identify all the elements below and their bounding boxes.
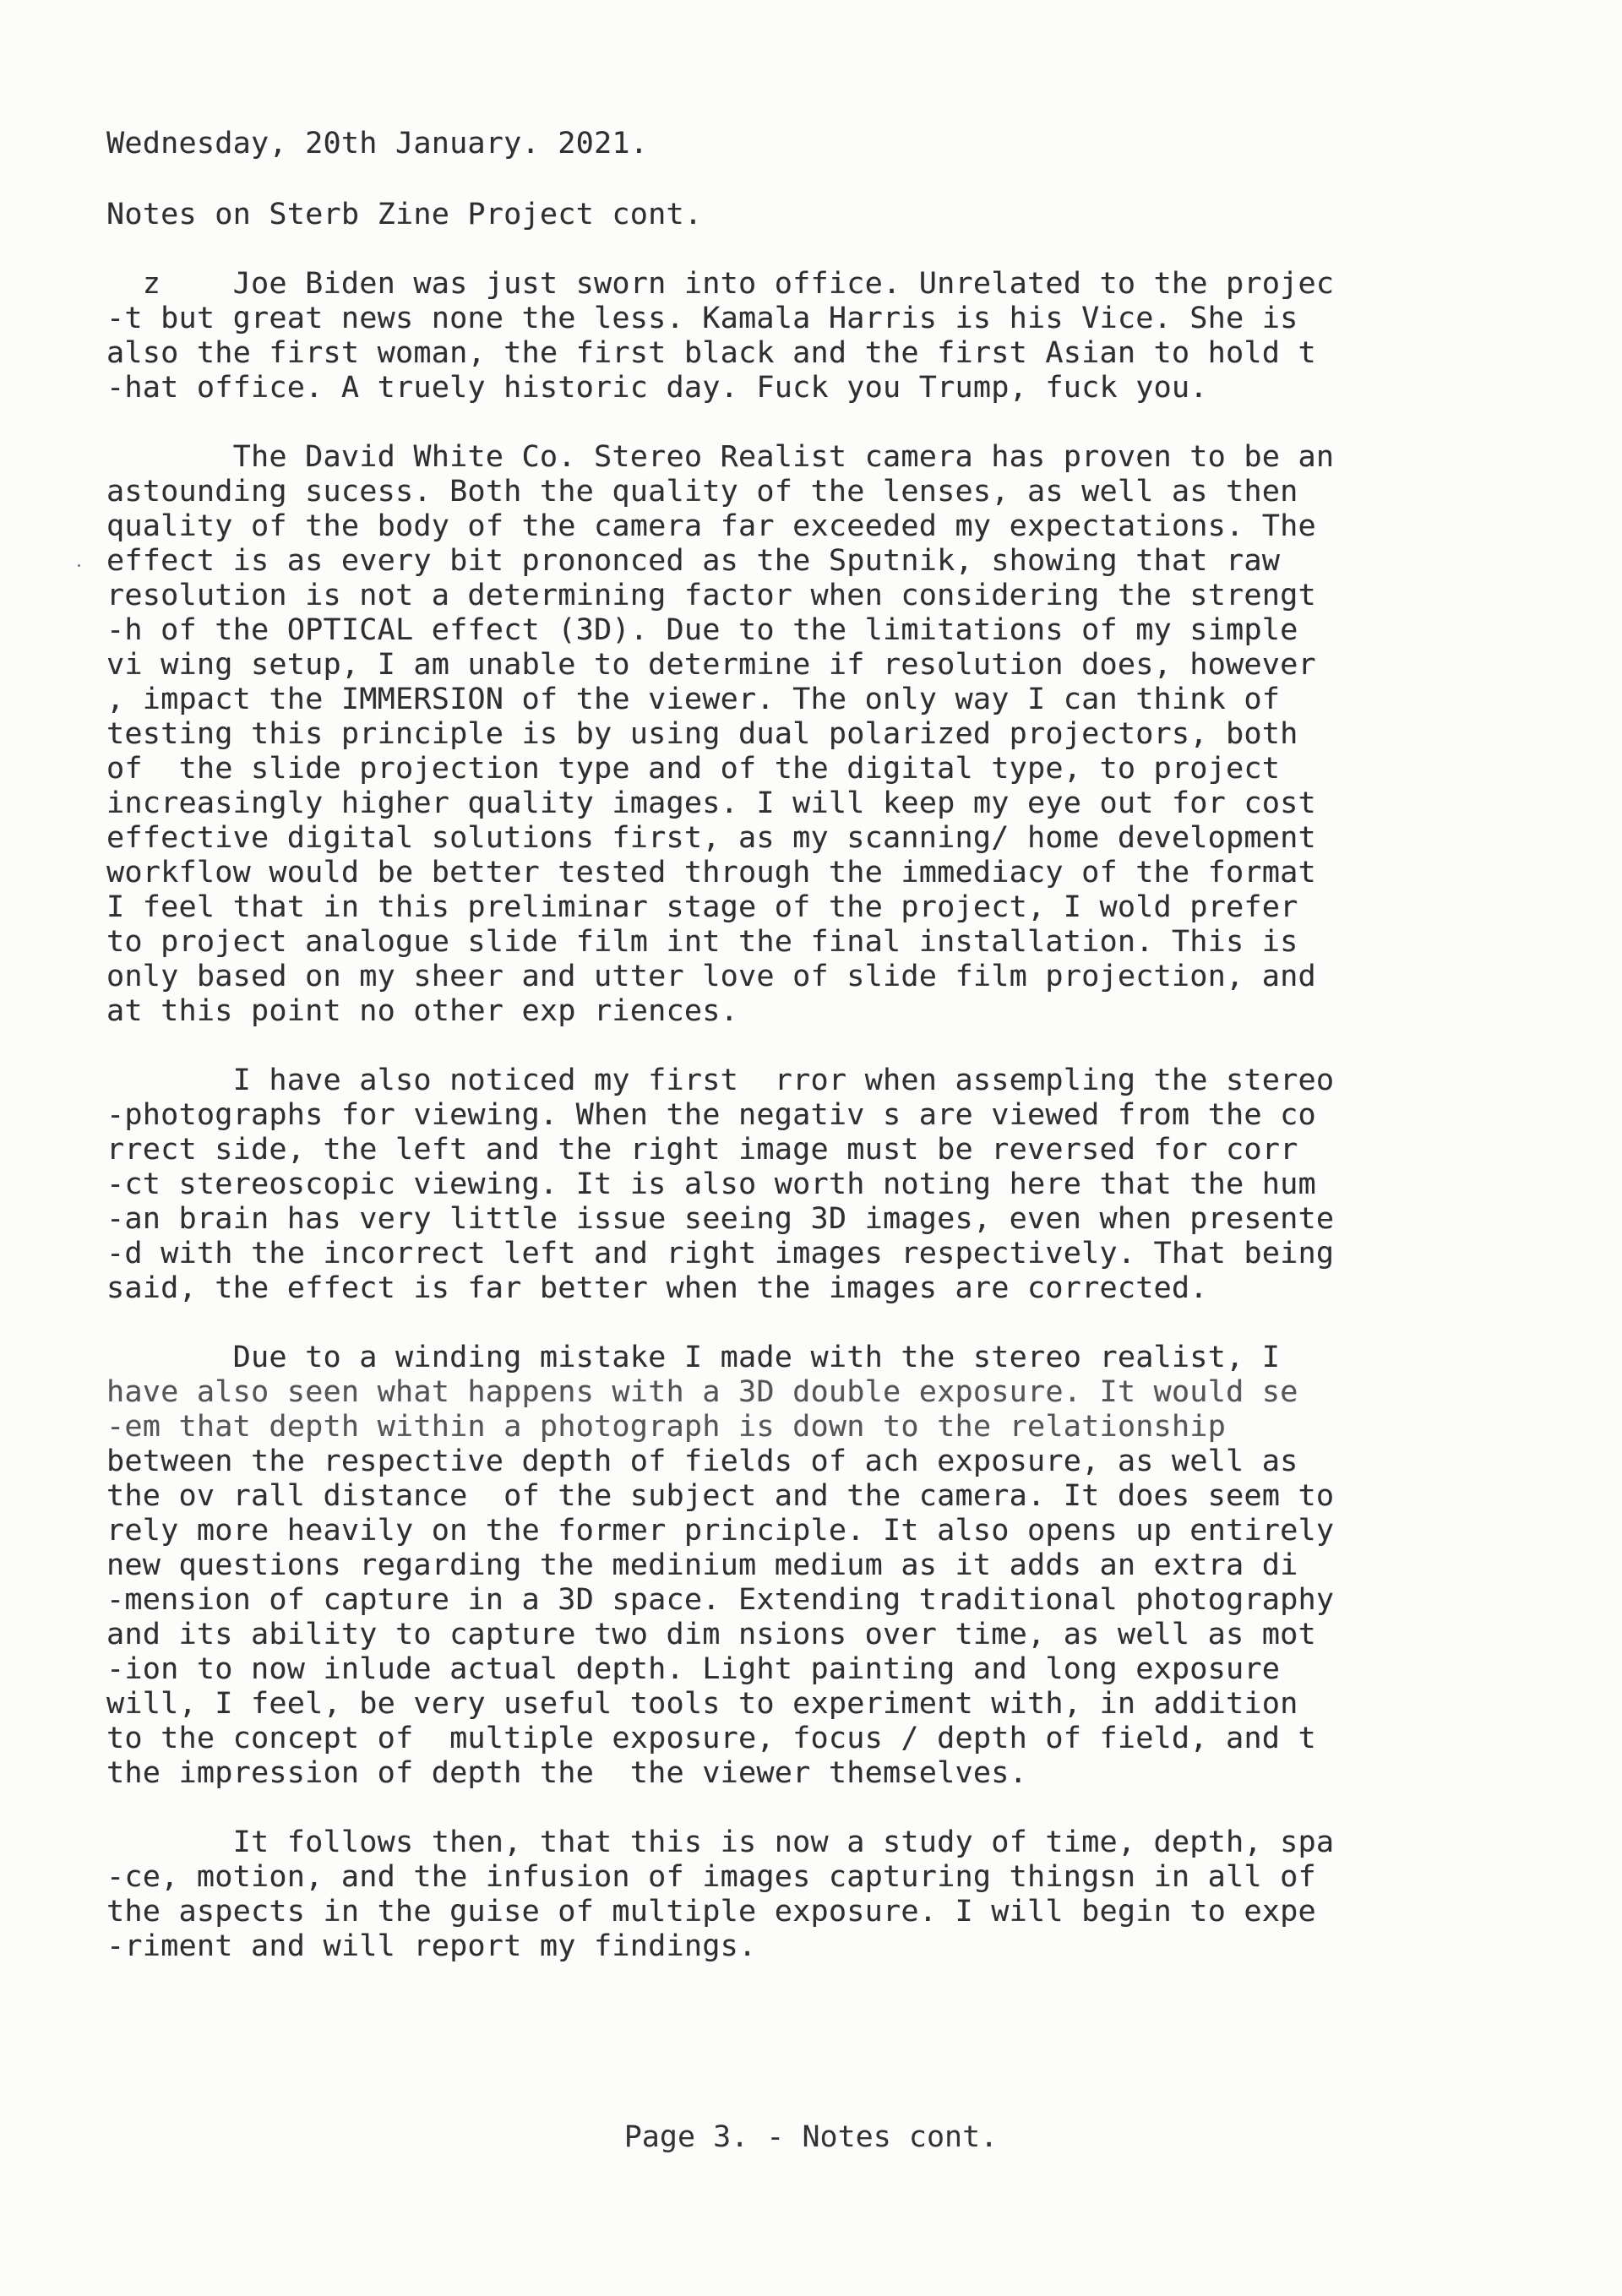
- spacer: [106, 1791, 1534, 1825]
- text-line: will, I feel, be very useful tools to experiment with, in addition: [106, 1687, 1298, 1721]
- page-footer: Page 3. - Notes cont.: [623, 2120, 999, 2154]
- text-line: -mension of capture in a 3D space. Extending traditional photography: [106, 1583, 1335, 1617]
- stray-ink-dot: [78, 564, 80, 567]
- paragraph-2: [106, 440, 1534, 1029]
- spacer: [106, 232, 1534, 267]
- document-body: [106, 127, 1534, 1964]
- text-line: I have also noticed my first rror when assempling the stereo: [106, 1064, 1335, 1097]
- text-line: new questions regarding the medinium medium as it adds an extra di: [106, 1548, 1298, 1582]
- date-line: Wednesday, 20th January. 2021.: [106, 127, 649, 161]
- text-line: -photographs for viewing. When the negativ s are viewed from the co: [106, 1098, 1316, 1132]
- text-line: the aspects in the guise of multiple exposure. I will begin to expe: [106, 1895, 1316, 1929]
- spacer: [106, 405, 1534, 440]
- text-line: The David White Co. Stereo Realist camera has proven to be an: [106, 440, 1335, 474]
- text-line: to project analogue slide film int the final installation. This is: [106, 925, 1298, 959]
- text-line: rely more heavily on the former principle. It also opens up entirely: [106, 1514, 1335, 1548]
- text-line: also the first woman, the first black and the first Asian to hold t: [106, 336, 1316, 370]
- text-line: said, the effect is far better when the images are corrected.: [106, 1271, 1208, 1305]
- spacer: [106, 1029, 1534, 1064]
- text-line: workflow would be better tested through the immediacy of the format: [106, 856, 1316, 890]
- text-line: between the respective depth of fields of ach exposure, as well as: [106, 1445, 1298, 1478]
- text-line: vi wing setup, I am unable to determine if resolution does, however: [106, 648, 1316, 682]
- document-title: Notes on Sterb Zine Project cont.: [106, 198, 703, 231]
- text-line: -an brain has very little issue seeing 3D images, even when presente: [106, 1202, 1335, 1236]
- text-line: , impact the IMMERSION of the viewer. The only way I can think of: [106, 683, 1281, 716]
- text-line: and its ability to capture two dim nsions over time, as well as mot: [106, 1618, 1316, 1651]
- paragraph-5: [106, 1825, 1534, 1964]
- text-line: -riment and will report my findings.: [106, 1929, 757, 1963]
- text-line: -hat office. A truely historic day. Fuck you Trump, fuck you.: [106, 371, 1208, 405]
- text-line: -ion to now inlude actual depth. Light painting and long exposure: [106, 1652, 1281, 1686]
- text-line: of the slide projection type and of the digital type, to project: [106, 752, 1281, 786]
- text-line: rrect side, the left and the right image must be reversed for corr: [106, 1133, 1298, 1167]
- text-line: resolution is not a determining factor when considering the strengt: [106, 579, 1316, 612]
- text-line: astounding sucess. Both the quality of the lenses, as well as then: [106, 475, 1298, 509]
- text-line: have also seen what happens with a 3D double exposure. It would se: [106, 1375, 1298, 1409]
- text-line: to the concept of multiple exposure, focus / depth of field, and t: [106, 1722, 1316, 1755]
- text-line: testing this principle is by using dual polarized projectors, both: [106, 717, 1298, 751]
- text-line: z Joe Biden was just sworn into office. Unrelated to the projec: [106, 267, 1335, 301]
- text-line: effect is as every bit prononced as the Sputnik, showing that raw: [106, 544, 1281, 578]
- text-line: -ct stereoscopic viewing. It is also worth noting here that the hum: [106, 1167, 1316, 1201]
- text-line: -ce, motion, and the infusion of images capturing thingsn in all of: [106, 1860, 1316, 1894]
- text-line: -h of the OPTICAL effect (3D). Due to the limitations of my simple: [106, 613, 1298, 647]
- text-line: It follows then, that this is now a study of time, depth, spa: [106, 1825, 1335, 1859]
- text-line: only based on my sheer and utter love of slide film projection, and: [106, 960, 1316, 993]
- text-line: effective digital solutions first, as my scanning/ home development: [106, 821, 1316, 855]
- text-line: at this point no other exp riences.: [106, 994, 739, 1028]
- paragraph-4: [106, 1341, 1534, 1791]
- paragraph-1: [106, 267, 1534, 405]
- text-line: -d with the incorrect left and right images respectively. That being: [106, 1237, 1335, 1270]
- text-line: increasingly higher quality images. I will keep my eye out for cost: [106, 786, 1316, 820]
- text-line: the impression of depth the the viewer themselves.: [106, 1756, 1027, 1790]
- paragraph-3: [106, 1064, 1534, 1306]
- text-line: -t but great news none the less. Kamala Harris is his Vice. She is: [106, 302, 1298, 335]
- text-line: I feel that in this preliminar stage of the project, I wold prefer: [106, 890, 1298, 924]
- text-line: -em that depth within a photograph is down to the relationship: [106, 1410, 1227, 1444]
- text-line: quality of the body of the camera far exceeded my expectations. The: [106, 509, 1316, 543]
- spacer: [106, 161, 1534, 198]
- text-line: the ov rall distance of the subject and the camera. It does seem to: [106, 1479, 1335, 1513]
- text-line: Due to a winding mistake I made with the stereo realist, I: [106, 1341, 1281, 1374]
- spacer: [106, 1306, 1534, 1341]
